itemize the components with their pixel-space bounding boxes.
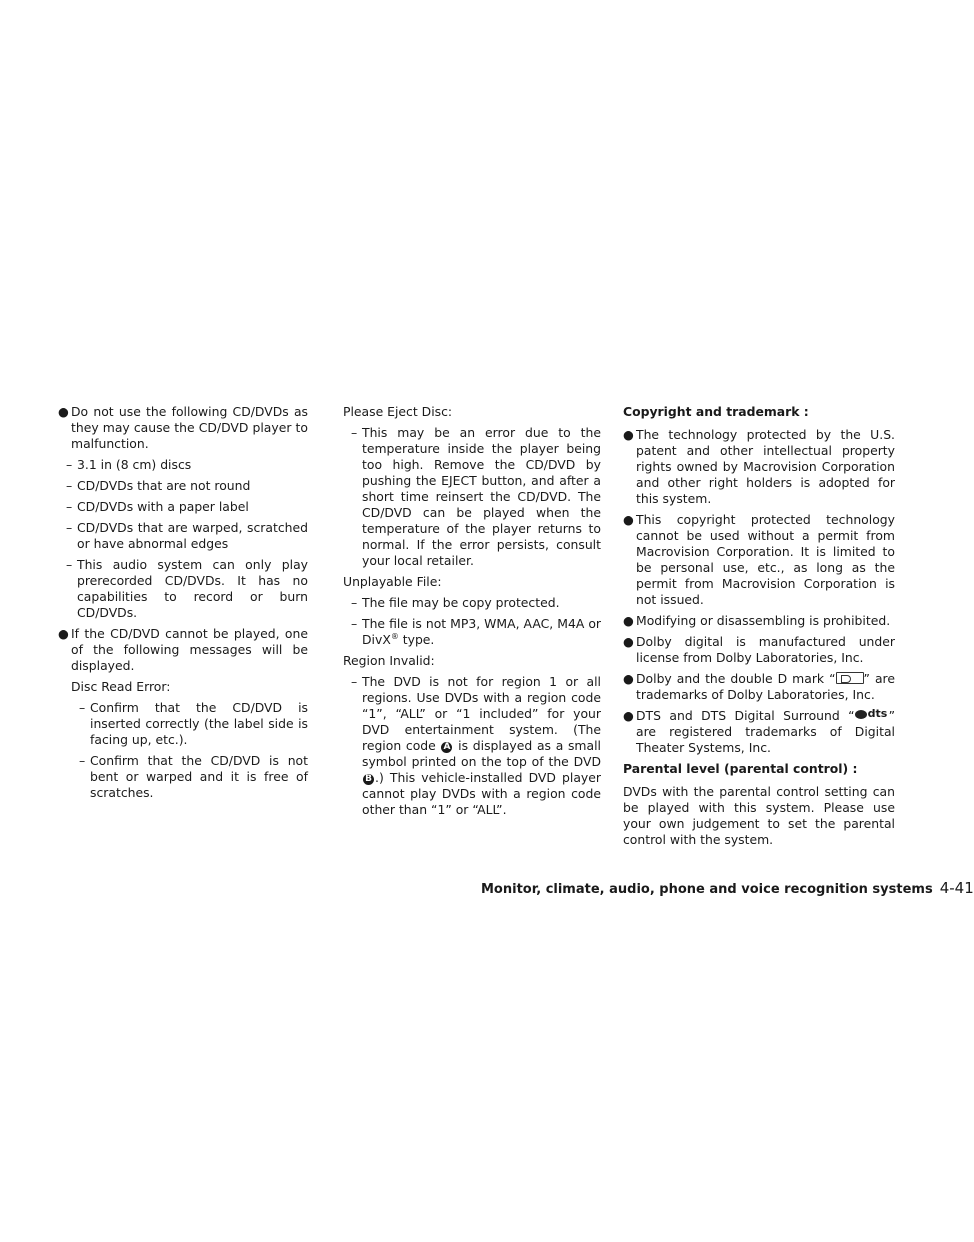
message-label: Region Invalid: [343, 653, 435, 668]
dash-text: The file may be copy protected. [362, 595, 560, 610]
dash-icon: – [66, 478, 73, 493]
callout-a-icon: A [441, 742, 452, 753]
dash-text: Confirm that the CD/DVD is not bent or warped and it is free of scratches. [90, 753, 308, 800]
bullet-text: The technology protected by the U.S. patent and other intellectual property rights owned by Macrovision Corporation and other right holders is adopted for this system. [636, 427, 895, 506]
bullet-text: This copyright protected technology cannot be used without a permit from Macrovision Corporation. It is limited to be personal use, etc., as long as the permit from Macrovision Corporation is not issued. [636, 512, 895, 607]
bullet-item [623, 634, 895, 666]
dash-icon: – [351, 674, 358, 689]
dash-text: This may be an error due to the temperature inside the player being too high. Remove the CD/DVD by pushing the EJECT button, and after a short time reinsert the CD/DVD. The CD/DVD can be played when the temperature of the player returns to normal. If the error persists, consult your local retailer. [362, 425, 601, 568]
dash-item [58, 753, 308, 801]
dash-item [343, 595, 601, 611]
footer-section-title: Monitor, climate, audio, phone and voice recognition systems [481, 882, 933, 897]
bullet-icon: ● [623, 671, 634, 686]
dash-text-tail: type. [398, 632, 435, 647]
dash-icon: – [66, 499, 73, 514]
dash-icon: – [79, 700, 86, 715]
dash-item [58, 700, 308, 748]
bullet-item [623, 512, 895, 608]
dash-item [343, 674, 601, 818]
bullet-text-tail: ” are registered trademarks of Digital Theater Systems, Inc. [636, 708, 895, 755]
dash-text-mid: is displayed as a small symbol printed on the top of the DVD [362, 738, 601, 769]
bullet-icon: ● [623, 613, 634, 628]
dash-item [343, 616, 601, 648]
dash-item [58, 499, 308, 515]
dash-text: The file is not MP3, WMA, AAC, M4A or DivX [362, 616, 601, 647]
dash-icon: – [66, 520, 73, 535]
message-label: Unplayable File: [343, 574, 442, 589]
dolby-digital-logo-icon [836, 672, 864, 684]
bullet-text: If the CD/DVD cannot be played, one of the following messages will be displayed. [71, 626, 308, 673]
dts-logo-text: dts [867, 707, 888, 720]
column-middle [343, 404, 601, 823]
dash-icon: – [351, 425, 358, 440]
dash-text: CD/DVDs that are warped, scratched or have abnormal edges [77, 520, 308, 551]
dash-item [58, 520, 308, 552]
page-number: 4-41 [939, 879, 974, 897]
bullet-item [623, 613, 895, 629]
registered-mark: ® [390, 631, 399, 641]
bullet-text: Dolby and the double D mark “ [636, 671, 836, 686]
bullet-item [58, 404, 308, 452]
dash-text-tail: .) This vehicle-installed DVD player cannot play DVDs with a region code other than “1” or “ALL”. [362, 770, 601, 817]
bullet-icon: ● [623, 634, 634, 649]
bullet-item [623, 427, 895, 507]
parental-heading: Parental level (parental control) : [623, 761, 858, 776]
page-footer [481, 879, 974, 899]
dash-text: This audio system can only play prerecorded CD/DVDs. It has no capabilities to record or burn CD/DVDs. [77, 557, 308, 620]
bullet-text-tail: ” are trademarks of Dolby Laboratories, Inc. [636, 671, 895, 702]
message-label: Please Eject Disc: [343, 404, 453, 419]
dash-text: The DVD is not for region 1 or all regions. Use DVDs with a region code “1”, “ALL” or “1 included” for your DVD entertainment system. (The region code [362, 674, 601, 753]
message-label: Disc Read Error: [71, 679, 171, 694]
parental-text: DVDs with the parental control setting can be played with this system. Please use your own judgement to set the parental control with the system. [623, 784, 895, 847]
bullet-item [623, 671, 895, 703]
bullet-icon: ● [623, 708, 634, 723]
column-right [623, 404, 895, 853]
dash-text: 3.1 in (8 cm) discs [77, 457, 192, 472]
dash-icon: – [351, 595, 358, 610]
copyright-heading: Copyright and trademark : [623, 404, 809, 419]
bullet-text: Modifying or disassembling is prohibited. [636, 613, 891, 628]
bullet-item [623, 708, 895, 756]
bullet-icon: ● [58, 626, 69, 641]
bullet-text: Do not use the following CD/DVDs as they may cause the CD/DVD player to malfunction. [71, 404, 308, 451]
dash-text: CD/DVDs that are not round [77, 478, 251, 493]
dts-swoosh-icon [855, 710, 867, 719]
bullet-item [58, 626, 308, 674]
dash-text: Confirm that the CD/DVD is inserted correctly (the label side is facing up, etc.). [90, 700, 308, 747]
dash-text: CD/DVDs with a paper label [77, 499, 249, 514]
dash-icon: – [351, 616, 358, 631]
callout-b-icon: B [363, 774, 374, 785]
dts-logo-icon [855, 709, 889, 721]
bullet-text: Dolby digital is manufactured under license from Dolby Laboratories, Inc. [636, 634, 895, 665]
dash-item [343, 425, 601, 569]
bullet-icon: ● [623, 427, 634, 442]
bullet-icon: ● [623, 512, 634, 527]
dash-icon: – [66, 557, 73, 572]
dash-icon: – [79, 753, 86, 768]
dash-icon: – [66, 457, 73, 472]
dash-item [58, 557, 308, 621]
dash-item [58, 478, 308, 494]
bullet-text: DTS and DTS Digital Surround “ [636, 708, 855, 723]
dash-item [58, 457, 308, 473]
column-left [58, 404, 308, 806]
bullet-icon: ● [58, 404, 69, 419]
